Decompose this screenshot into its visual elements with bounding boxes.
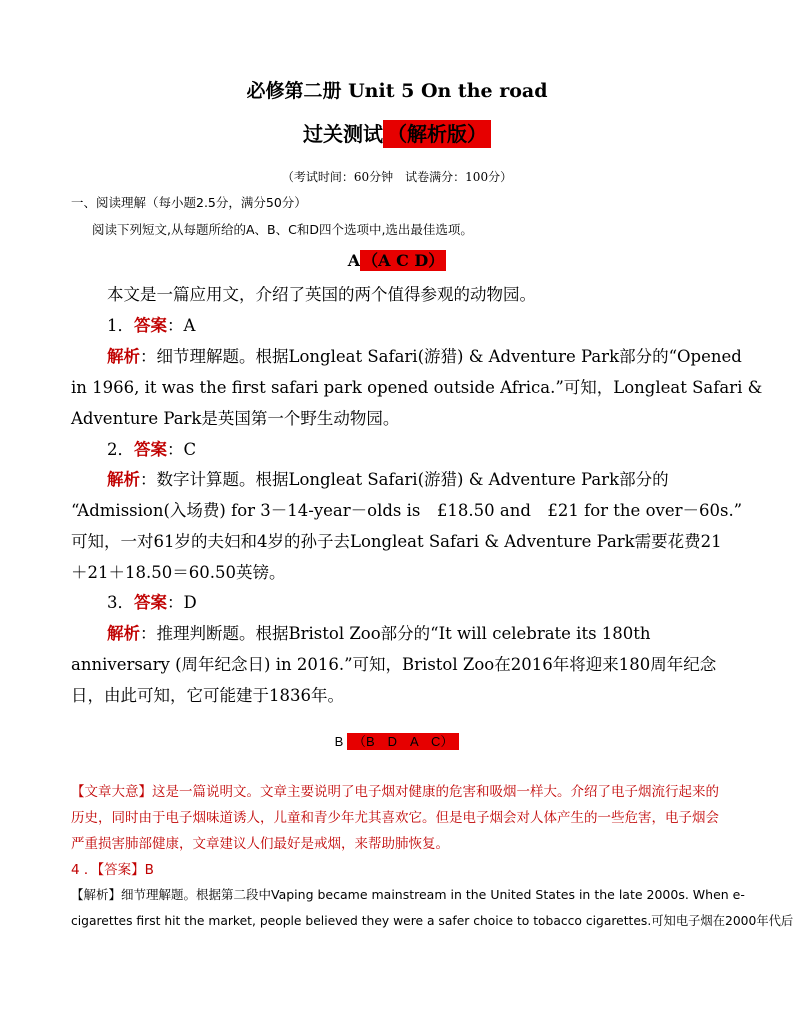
passage-a-summary: 本文是一篇应用文，介绍了英国的两个值得参观的动物园。: [107, 285, 536, 304]
exam-meta: （考试时间：60分钟 试卷满分：100分）: [281, 170, 513, 184]
passage-a-heading: [0, 248, 794, 271]
q3-answer-line: 3．答案：D: [107, 593, 197, 612]
subtitle-tag: （解析版）: [383, 120, 491, 148]
passage-a-label: A: [347, 251, 361, 270]
passage-b-summary-line-3: 严重损害肺部健康，文章建议人们最好是戒烟，来帮助肺恢复。: [71, 836, 449, 852]
q4-analysis-line-1: 【解析】细节理解题。根据第二段中Vaping became mainstream in the United States in the late 2000s. When e-: [71, 887, 745, 902]
subtitle-main: 过关测试: [303, 122, 383, 146]
q1-analysis-line-2: in 1966, it was the first safari park opened outside Africa.”可知，Longleat Safari &: [71, 378, 763, 397]
section-instruction: 阅读下列短文,从每题所给的A、B、C和D四个选项中,选出最佳选项。: [92, 222, 473, 237]
page-subtitle: [0, 118, 794, 147]
passage-b-summary-line-2: 历史，同时由于电子烟味道诱人，儿童和青少年尤其喜欢它。但是电子烟会对人体产生的一些危害，电子烟会: [71, 810, 719, 826]
q4-analysis-line-2: cigarettes first hit the market, people believed they were a safer choice to tobacco cigarettes.可知电子烟在2000年代后: [71, 914, 794, 928]
answer-label: 答案: [134, 316, 167, 335]
q2-analysis-line-2: “Admission(入场费) for 3－14-year－olds is £18.50 and £21 for the over－60s.”: [71, 501, 743, 520]
q1-answer-line: 1．答案：A: [107, 316, 196, 335]
q2-analysis-line-3: 可知，一对61岁的夫妇和4岁的孙子去Longleat Safari & Adventure Park需要花费21: [71, 532, 722, 551]
q1-analysis-line-1: 解析：细节理解题。根据Longleat Safari(游猎) & Adventure Park部分的“Opened: [107, 347, 742, 366]
q1-analysis-line-3: Adventure Park是英国第一个野生动物园。: [71, 409, 400, 428]
q2-answer-line: 2．答案：C: [107, 440, 197, 459]
passage-b-label: B: [334, 734, 344, 749]
section-heading: 一、阅读理解（每小题2.5分，满分50分）: [71, 195, 307, 210]
q4-answer-line: 4 ．【答案】B: [71, 862, 154, 878]
q3-analysis-line-2: anniversary (周年纪念日) in 2016.”可知，Bristol Zoo在2016年将迎来180周年纪念: [71, 655, 717, 674]
page-title: 必修第二册 Unit 5 On the road: [246, 80, 548, 102]
passage-b-answers: （B D A C）: [347, 733, 459, 750]
analysis-label: 解析: [107, 470, 140, 489]
analysis-label: 解析: [107, 347, 140, 366]
passage-b-summary-line-1: 【文章大意】这是一篇说明文。文章主要说明了电子烟对健康的危害和吸烟一样大。介绍了电子烟流行起来的: [71, 784, 719, 800]
passage-a-answers: （A C D）: [362, 251, 445, 270]
q2-analysis-line-4: ＋21＋18.50＝60.50英镑。: [71, 563, 286, 582]
q3-analysis-line-1: 解析：推理判断题。根据Bristol Zoo部分的“It will celebrate its 180th: [107, 624, 651, 643]
analysis-label: 解析: [107, 624, 140, 643]
q3-analysis-line-3: 日，由此可知，它可能建于1836年。: [71, 686, 344, 705]
answer-label: 答案: [134, 593, 167, 612]
answer-label: 答案: [134, 440, 167, 459]
q2-analysis-line-1: 解析：数字计算题。根据Longleat Safari(游猎) & Adventure Park部分的: [107, 470, 669, 489]
passage-b-heading: [0, 731, 794, 750]
